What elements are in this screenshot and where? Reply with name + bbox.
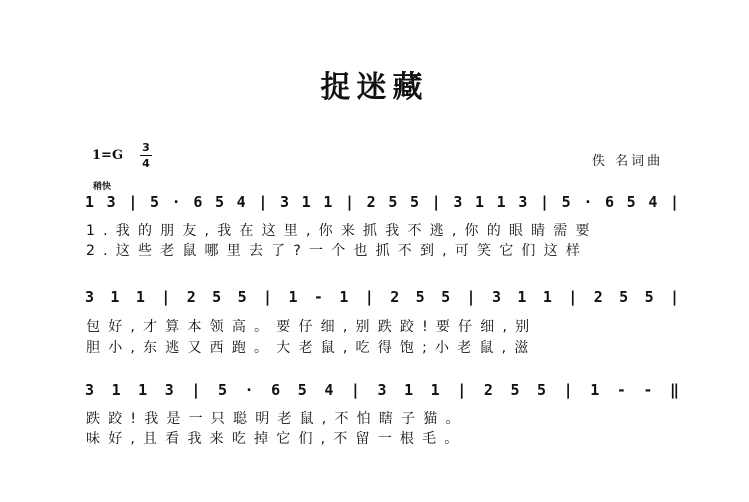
note: 1 — [85, 193, 95, 211]
barline: | — [350, 381, 360, 399]
note: 5 — [561, 193, 571, 211]
note: - — [313, 288, 323, 306]
note: 5 — [150, 193, 160, 211]
barline: | — [191, 381, 201, 399]
page-title: 捉迷藏 — [320, 70, 429, 105]
barline: | — [466, 288, 476, 306]
note: 5 — [388, 193, 398, 211]
note: 2 — [366, 193, 376, 211]
note: 1 — [111, 381, 121, 399]
note: 1 — [430, 381, 440, 399]
note: 5 — [217, 381, 227, 399]
note: 5 — [297, 381, 307, 399]
note: 5 — [644, 288, 654, 306]
note: 3 — [377, 381, 387, 399]
barline: | — [563, 381, 573, 399]
note: 5 — [441, 288, 451, 306]
note: 3 — [280, 193, 290, 211]
note: 1 — [475, 193, 485, 211]
barline: | — [345, 193, 355, 211]
note: 6 — [271, 381, 281, 399]
time-signature-bar — [140, 155, 152, 156]
barline: ‖ — [670, 381, 680, 399]
barline: | — [540, 193, 550, 211]
note: - — [643, 381, 653, 399]
note: 5 — [619, 288, 629, 306]
note: 5 — [537, 381, 547, 399]
lyric-line-3-verse-2: 味好,且看我来吃掉它们,不留一根毛。 — [86, 431, 467, 447]
note: 5 — [626, 193, 636, 211]
note: 1 — [138, 381, 148, 399]
note: 3 — [85, 381, 95, 399]
note: - — [616, 381, 626, 399]
barline: | — [457, 381, 467, 399]
lyric-line-2-verse-1: 包好,才算本领高。要仔细,别跌跤!要仔细,别 — [86, 319, 538, 335]
key-signature: 1=G — [92, 148, 124, 163]
barline: | — [128, 193, 138, 211]
note: 4 — [324, 381, 334, 399]
note: 1 — [542, 288, 552, 306]
note: 1 — [323, 193, 333, 211]
note: 4 — [236, 193, 246, 211]
note: 1 — [404, 381, 414, 399]
barline: | — [161, 288, 171, 306]
barline: | — [258, 193, 268, 211]
note: 1 — [110, 288, 120, 306]
note: · — [583, 193, 593, 211]
note: 1 — [288, 288, 298, 306]
lyric-line-1-verse-2: 2.这些老鼠哪里去了?一个也抓不到,可笑它们这样 — [86, 243, 589, 259]
barline: | — [364, 288, 374, 306]
barline: | — [670, 288, 680, 306]
note: 1 — [590, 381, 600, 399]
note: 1 — [339, 288, 349, 306]
note: 1 — [301, 193, 311, 211]
note: 3 — [453, 193, 463, 211]
note: 3 — [164, 381, 174, 399]
note: 3 — [85, 288, 95, 306]
composer-credit: 佚 名词曲 — [592, 154, 664, 169]
note: 1 — [496, 193, 506, 211]
barline: | — [431, 193, 441, 211]
note: 6 — [605, 193, 615, 211]
time-signature-top: 3 — [142, 141, 150, 154]
note: · — [171, 193, 181, 211]
note: 5 — [415, 288, 425, 306]
note: 5 — [215, 193, 225, 211]
note: 6 — [193, 193, 203, 211]
note: 2 — [390, 288, 400, 306]
note: 1 — [517, 288, 527, 306]
note: 3 — [518, 193, 528, 211]
lyric-line-2-verse-2: 胆小,东逃又西跑。大老鼠,吃得饱;小老鼠,滋 — [86, 340, 537, 356]
lyric-line-3-verse-1: 跌跤!我是一只聪明老鼠,不怕瞎子猫。 — [86, 411, 468, 427]
note: 3 — [106, 193, 116, 211]
note: 5 — [410, 193, 420, 211]
time-signature-bottom: 4 — [142, 157, 150, 170]
barline: | — [263, 288, 273, 306]
tempo-marking: 稍快 — [93, 182, 112, 192]
note: 2 — [593, 288, 603, 306]
note: 2 — [186, 288, 196, 306]
note: 5 — [237, 288, 247, 306]
barline: | — [568, 288, 578, 306]
note: 3 — [491, 288, 501, 306]
note: 5 — [212, 288, 222, 306]
barline: | — [670, 193, 680, 211]
note: 1 — [135, 288, 145, 306]
lyric-line-1-verse-1: 1.我的朋友,我在这里,你来抓我不逃,你的眼睛需要 — [86, 223, 598, 239]
note: 4 — [648, 193, 658, 211]
time-signature — [140, 141, 152, 170]
note: 5 — [510, 381, 520, 399]
note: · — [244, 381, 254, 399]
note: 2 — [483, 381, 493, 399]
